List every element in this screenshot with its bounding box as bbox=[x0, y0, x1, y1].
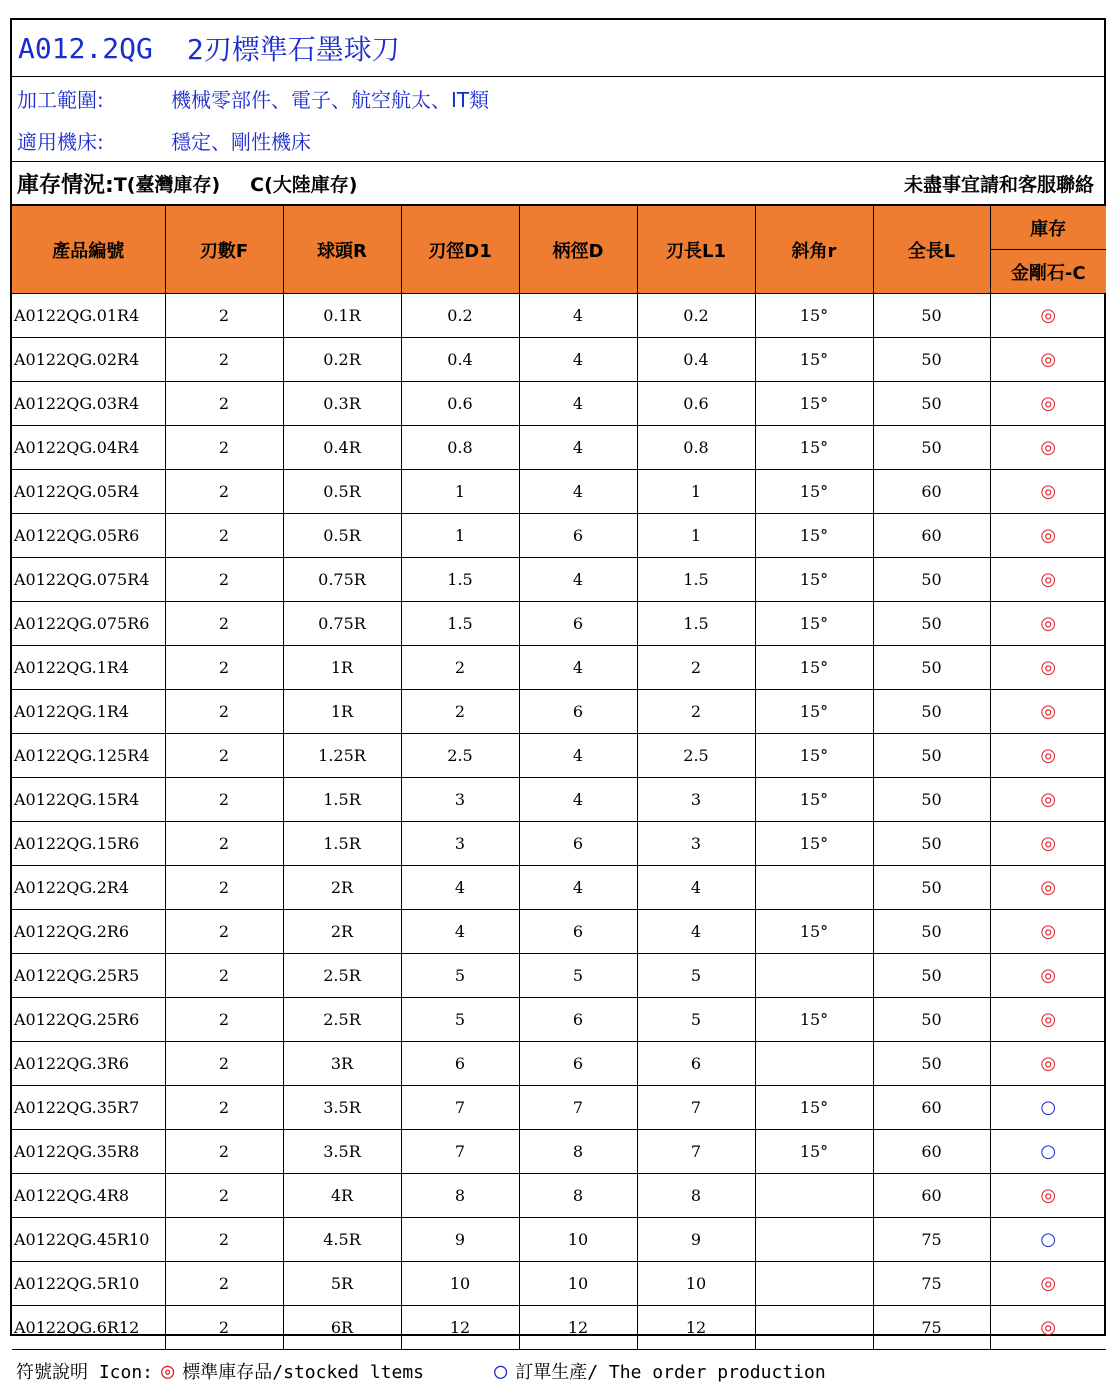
ball-radius-cell: 2R bbox=[283, 866, 401, 910]
stocked-status-icon: ◎ bbox=[1040, 481, 1057, 502]
shank-diameter-cell: 4 bbox=[519, 426, 637, 470]
cutting-diameter-cell: 7 bbox=[401, 1130, 519, 1174]
total-length-cell: 50 bbox=[873, 294, 990, 338]
angle-cell bbox=[755, 1306, 873, 1350]
header-cutting-diameter: 刃徑D1 bbox=[401, 206, 519, 294]
cutting-length-cell: 9 bbox=[637, 1218, 755, 1262]
product-code-cell: A0122QG.3R6 bbox=[12, 1042, 165, 1086]
cutting-diameter-cell: 0.4 bbox=[401, 338, 519, 382]
ball-radius-cell: 0.75R bbox=[283, 558, 401, 602]
cutting-diameter-cell: 7 bbox=[401, 1086, 519, 1130]
cutting-diameter-cell: 2 bbox=[401, 646, 519, 690]
stock-status-cell bbox=[990, 690, 1106, 734]
angle-cell bbox=[755, 1042, 873, 1086]
stocked-status-icon: ◎ bbox=[1040, 1273, 1057, 1294]
table-row bbox=[12, 514, 1106, 558]
stocked-status-icon: ◎ bbox=[1040, 657, 1057, 678]
cutting-length-cell: 2.5 bbox=[637, 734, 755, 778]
stock-status-cell bbox=[990, 382, 1106, 426]
cutting-length-cell: 3 bbox=[637, 778, 755, 822]
title-bar bbox=[12, 20, 1104, 77]
table-row bbox=[12, 1042, 1106, 1086]
legend-stocked-text: 標準庫存品/stocked ltems bbox=[182, 1362, 424, 1383]
cutting-diameter-cell: 1 bbox=[401, 514, 519, 558]
stock-status-cell bbox=[990, 1306, 1106, 1350]
stocked-status-icon: ◎ bbox=[1040, 1053, 1057, 1074]
product-code-cell: A0122QG.15R4 bbox=[12, 778, 165, 822]
flute-count-cell: 2 bbox=[165, 778, 283, 822]
stock-status-cell bbox=[990, 426, 1106, 470]
flute-count-cell: 2 bbox=[165, 1306, 283, 1350]
ball-radius-cell: 0.75R bbox=[283, 602, 401, 646]
ball-radius-cell: 4R bbox=[283, 1174, 401, 1218]
stock-mainland: C(大陸庫存) bbox=[250, 173, 358, 196]
cutting-diameter-cell: 6 bbox=[401, 1042, 519, 1086]
stock-heading: 庫存情況: bbox=[17, 172, 114, 198]
cutting-length-cell: 10 bbox=[637, 1262, 755, 1306]
product-code-cell: A0122QG.2R6 bbox=[12, 910, 165, 954]
cutting-length-cell: 1.5 bbox=[637, 602, 755, 646]
cutting-diameter-cell: 3 bbox=[401, 822, 519, 866]
ball-radius-cell: 3.5R bbox=[283, 1086, 401, 1130]
stocked-status-icon: ◎ bbox=[1040, 437, 1057, 458]
total-length-cell: 50 bbox=[873, 998, 990, 1042]
stock-status-cell bbox=[990, 1218, 1106, 1262]
stock-status-cell bbox=[990, 1130, 1106, 1174]
ball-radius-cell: 2.5R bbox=[283, 954, 401, 998]
table-row bbox=[12, 1306, 1106, 1350]
shank-diameter-cell: 4 bbox=[519, 866, 637, 910]
stock-status-cell bbox=[990, 910, 1106, 954]
flute-count-cell: 2 bbox=[165, 558, 283, 602]
ball-radius-cell: 3R bbox=[283, 1042, 401, 1086]
machine-value: 穩定、剛性機床 bbox=[171, 129, 311, 154]
ball-radius-cell: 1R bbox=[283, 690, 401, 734]
table-row bbox=[12, 910, 1106, 954]
shank-diameter-cell: 6 bbox=[519, 690, 637, 734]
angle-cell: 15° bbox=[755, 514, 873, 558]
stocked-status-icon: ◎ bbox=[1040, 701, 1057, 722]
cutting-diameter-cell: 12 bbox=[401, 1306, 519, 1350]
flute-count-cell: 2 bbox=[165, 1218, 283, 1262]
stock-status-cell bbox=[990, 1086, 1106, 1130]
table-row bbox=[12, 778, 1106, 822]
machining-range-row bbox=[12, 77, 1104, 119]
total-length-cell: 50 bbox=[873, 646, 990, 690]
total-length-cell: 75 bbox=[873, 1306, 990, 1350]
angle-cell: 15° bbox=[755, 338, 873, 382]
ball-radius-cell: 0.3R bbox=[283, 382, 401, 426]
table-row bbox=[12, 734, 1106, 778]
order-status-icon: ○ bbox=[1040, 1229, 1057, 1250]
flute-count-cell: 2 bbox=[165, 954, 283, 998]
product-code-cell: A0122QG.35R7 bbox=[12, 1086, 165, 1130]
total-length-cell: 75 bbox=[873, 1218, 990, 1262]
shank-diameter-cell: 4 bbox=[519, 646, 637, 690]
product-code-cell: A0122QG.35R8 bbox=[12, 1130, 165, 1174]
table-row bbox=[12, 426, 1106, 470]
table-row bbox=[12, 646, 1106, 690]
total-length-cell: 60 bbox=[873, 514, 990, 558]
ball-radius-cell: 0.2R bbox=[283, 338, 401, 382]
machining-range-value: 機械零部件、電子、航空航太、IT類 bbox=[171, 87, 490, 112]
stock-status-cell bbox=[990, 954, 1106, 998]
ball-radius-cell: 2.5R bbox=[283, 998, 401, 1042]
angle-cell: 15° bbox=[755, 910, 873, 954]
shank-diameter-cell: 4 bbox=[519, 778, 637, 822]
total-length-cell: 50 bbox=[873, 954, 990, 998]
total-length-cell: 50 bbox=[873, 734, 990, 778]
stocked-status-icon: ◎ bbox=[1040, 1009, 1057, 1030]
table-row bbox=[12, 558, 1106, 602]
angle-cell: 15° bbox=[755, 822, 873, 866]
header-stock-diamond: 金剛石-C bbox=[990, 250, 1106, 294]
angle-cell: 15° bbox=[755, 558, 873, 602]
shank-diameter-cell: 10 bbox=[519, 1262, 637, 1306]
angle-cell bbox=[755, 1174, 873, 1218]
total-length-cell: 50 bbox=[873, 690, 990, 734]
stock-status-cell bbox=[990, 338, 1106, 382]
product-code-cell: A0122QG.125R4 bbox=[12, 734, 165, 778]
angle-cell bbox=[755, 1262, 873, 1306]
stock-status-cell bbox=[990, 558, 1106, 602]
ball-radius-cell: 4.5R bbox=[283, 1218, 401, 1262]
cutting-diameter-cell: 0.6 bbox=[401, 382, 519, 426]
cutting-diameter-cell: 2 bbox=[401, 690, 519, 734]
angle-cell: 15° bbox=[755, 1086, 873, 1130]
product-code-cell: A0122QG.5R10 bbox=[12, 1262, 165, 1306]
table-row bbox=[12, 1262, 1106, 1306]
legend-order-text: 訂單生產/ The order production bbox=[515, 1362, 826, 1383]
product-table-body bbox=[12, 294, 1106, 1350]
stock-status-cell bbox=[990, 294, 1106, 338]
cutting-length-cell: 8 bbox=[637, 1174, 755, 1218]
angle-cell: 15° bbox=[755, 382, 873, 426]
product-code-cell: A0122QG.4R8 bbox=[12, 1174, 165, 1218]
flute-count-cell: 2 bbox=[165, 426, 283, 470]
cutting-diameter-cell: 3 bbox=[401, 778, 519, 822]
ball-radius-cell: 1.5R bbox=[283, 778, 401, 822]
product-code-cell: A0122QG.25R5 bbox=[12, 954, 165, 998]
cutting-diameter-cell: 9 bbox=[401, 1218, 519, 1262]
cutting-length-cell: 3 bbox=[637, 822, 755, 866]
angle-cell: 15° bbox=[755, 646, 873, 690]
legend-prefix: 符號說明 Icon: bbox=[16, 1362, 154, 1383]
total-length-cell: 50 bbox=[873, 382, 990, 426]
angle-cell: 15° bbox=[755, 998, 873, 1042]
cutting-length-cell: 12 bbox=[637, 1306, 755, 1350]
cutting-length-cell: 1.5 bbox=[637, 558, 755, 602]
table-row bbox=[12, 690, 1106, 734]
flute-count-cell: 2 bbox=[165, 822, 283, 866]
angle-cell: 15° bbox=[755, 734, 873, 778]
total-length-cell: 50 bbox=[873, 338, 990, 382]
table-row bbox=[12, 1174, 1106, 1218]
cutting-length-cell: 6 bbox=[637, 1042, 755, 1086]
stocked-status-icon: ◎ bbox=[1040, 349, 1057, 370]
machine-label: 適用機床: bbox=[17, 129, 104, 154]
header-cutting-length: 刃長L1 bbox=[637, 206, 755, 294]
stock-status-cell bbox=[990, 1042, 1106, 1086]
flute-count-cell: 2 bbox=[165, 1042, 283, 1086]
ball-radius-cell: 5R bbox=[283, 1262, 401, 1306]
stocked-status-icon: ◎ bbox=[1040, 525, 1057, 546]
table-row bbox=[12, 602, 1106, 646]
table-row bbox=[12, 1218, 1106, 1262]
ball-radius-cell: 1R bbox=[283, 646, 401, 690]
cutting-length-cell: 4 bbox=[637, 910, 755, 954]
stock-status-cell bbox=[990, 778, 1106, 822]
total-length-cell: 50 bbox=[873, 778, 990, 822]
table-row bbox=[12, 1086, 1106, 1130]
cutting-diameter-cell: 0.2 bbox=[401, 294, 519, 338]
flute-count-cell: 2 bbox=[165, 1086, 283, 1130]
angle-cell: 15° bbox=[755, 602, 873, 646]
ball-radius-cell: 1.25R bbox=[283, 734, 401, 778]
shank-diameter-cell: 12 bbox=[519, 1306, 637, 1350]
stock-status-cell bbox=[990, 602, 1106, 646]
total-length-cell: 50 bbox=[873, 822, 990, 866]
flute-count-cell: 2 bbox=[165, 470, 283, 514]
angle-cell: 15° bbox=[755, 470, 873, 514]
product-code-cell: A0122QG.1R4 bbox=[12, 690, 165, 734]
product-table bbox=[12, 205, 1106, 1350]
customer-service-note: 未盡事宜請和客服聯絡 bbox=[903, 173, 1094, 196]
angle-cell bbox=[755, 954, 873, 998]
cutting-diameter-cell: 8 bbox=[401, 1174, 519, 1218]
table-row bbox=[12, 338, 1106, 382]
stocked-status-icon: ◎ bbox=[1040, 789, 1057, 810]
stock-status-cell bbox=[990, 734, 1106, 778]
total-length-cell: 50 bbox=[873, 558, 990, 602]
stock-status-cell bbox=[990, 646, 1106, 690]
cutting-diameter-cell: 2.5 bbox=[401, 734, 519, 778]
ball-radius-cell: 0.5R bbox=[283, 470, 401, 514]
product-code-cell: A0122QG.2R4 bbox=[12, 866, 165, 910]
cutting-length-cell: 5 bbox=[637, 954, 755, 998]
header-flutes: 刃數F bbox=[165, 206, 283, 294]
total-length-cell: 60 bbox=[873, 1174, 990, 1218]
shank-diameter-cell: 10 bbox=[519, 1218, 637, 1262]
product-code-cell: A0122QG.02R4 bbox=[12, 338, 165, 382]
table-row bbox=[12, 822, 1106, 866]
stocked-status-icon: ◎ bbox=[1040, 745, 1057, 766]
cutting-length-cell: 2 bbox=[637, 690, 755, 734]
table-row bbox=[12, 382, 1106, 426]
order-status-icon: ○ bbox=[1040, 1097, 1057, 1118]
shank-diameter-cell: 8 bbox=[519, 1174, 637, 1218]
product-series-code: A012.2QG bbox=[18, 31, 153, 65]
stock-info-row bbox=[12, 162, 1104, 205]
cutting-diameter-cell: 1 bbox=[401, 470, 519, 514]
product-sheet bbox=[10, 18, 1106, 1384]
table-row bbox=[12, 470, 1106, 514]
cutting-diameter-cell: 4 bbox=[401, 910, 519, 954]
cutting-diameter-cell: 10 bbox=[401, 1262, 519, 1306]
stocked-status-icon: ◎ bbox=[1040, 393, 1057, 414]
flute-count-cell: 2 bbox=[165, 910, 283, 954]
header-angle: 斜角r bbox=[755, 206, 873, 294]
total-length-cell: 60 bbox=[873, 1086, 990, 1130]
cutting-diameter-cell: 1.5 bbox=[401, 558, 519, 602]
table-row bbox=[12, 954, 1106, 998]
cutting-length-cell: 4 bbox=[637, 866, 755, 910]
shank-diameter-cell: 4 bbox=[519, 294, 637, 338]
product-code-cell: A0122QG.05R6 bbox=[12, 514, 165, 558]
cutting-diameter-cell: 1.5 bbox=[401, 602, 519, 646]
legend bbox=[12, 1350, 1104, 1392]
order-status-icon: ○ bbox=[1040, 1141, 1057, 1162]
ball-radius-cell: 0.1R bbox=[283, 294, 401, 338]
machine-row bbox=[12, 119, 1104, 162]
shank-diameter-cell: 4 bbox=[519, 470, 637, 514]
flute-count-cell: 2 bbox=[165, 998, 283, 1042]
product-code-cell: A0122QG.03R4 bbox=[12, 382, 165, 426]
flute-count-cell: 2 bbox=[165, 1262, 283, 1306]
angle-cell bbox=[755, 1218, 873, 1262]
cutting-length-cell: 1 bbox=[637, 514, 755, 558]
shank-diameter-cell: 6 bbox=[519, 602, 637, 646]
stock-status-cell bbox=[990, 866, 1106, 910]
product-code-cell: A0122QG.1R4 bbox=[12, 646, 165, 690]
angle-cell: 15° bbox=[755, 294, 873, 338]
header-total-length: 全長L bbox=[873, 206, 990, 294]
header-shank-diameter: 柄徑D bbox=[519, 206, 637, 294]
flute-count-cell: 2 bbox=[165, 734, 283, 778]
shank-diameter-cell: 4 bbox=[519, 734, 637, 778]
ball-radius-cell: 0.4R bbox=[283, 426, 401, 470]
stock-status-cell bbox=[990, 822, 1106, 866]
machining-range-label: 加工範圍: bbox=[17, 87, 104, 112]
product-code-cell: A0122QG.05R4 bbox=[12, 470, 165, 514]
cutting-diameter-cell: 5 bbox=[401, 998, 519, 1042]
stocked-status-icon: ◎ bbox=[1040, 613, 1057, 634]
total-length-cell: 50 bbox=[873, 602, 990, 646]
shank-diameter-cell: 4 bbox=[519, 338, 637, 382]
product-code-cell: A0122QG.25R6 bbox=[12, 998, 165, 1042]
total-length-cell: 50 bbox=[873, 866, 990, 910]
stocked-status-icon: ◎ bbox=[1040, 965, 1057, 986]
shank-diameter-cell: 8 bbox=[519, 1130, 637, 1174]
total-length-cell: 50 bbox=[873, 426, 990, 470]
cutting-diameter-cell: 0.8 bbox=[401, 426, 519, 470]
stock-status-cell bbox=[990, 514, 1106, 558]
stocked-symbol-icon: ◎ bbox=[161, 1358, 175, 1384]
product-series-name: 2刃標準石墨球刀 bbox=[186, 33, 400, 66]
header-stock: 庫存 bbox=[990, 206, 1106, 250]
flute-count-cell: 2 bbox=[165, 338, 283, 382]
total-length-cell: 60 bbox=[873, 470, 990, 514]
header-code: 產品編號 bbox=[12, 206, 165, 294]
cutting-diameter-cell: 4 bbox=[401, 866, 519, 910]
cutting-length-cell: 5 bbox=[637, 998, 755, 1042]
stocked-status-icon: ◎ bbox=[1040, 305, 1057, 326]
stock-status-cell bbox=[990, 1174, 1106, 1218]
ball-radius-cell: 3.5R bbox=[283, 1130, 401, 1174]
flute-count-cell: 2 bbox=[165, 514, 283, 558]
flute-count-cell: 2 bbox=[165, 1130, 283, 1174]
flute-count-cell: 2 bbox=[165, 866, 283, 910]
stocked-status-icon: ◎ bbox=[1040, 833, 1057, 854]
stock-status-cell bbox=[990, 998, 1106, 1042]
ball-radius-cell: 6R bbox=[283, 1306, 401, 1350]
header-ball-radius: 球頭R bbox=[283, 206, 401, 294]
angle-cell: 15° bbox=[755, 426, 873, 470]
table-row bbox=[12, 294, 1106, 338]
order-symbol-icon: ○ bbox=[494, 1358, 508, 1384]
product-code-cell: A0122QG.075R4 bbox=[12, 558, 165, 602]
angle-cell: 15° bbox=[755, 778, 873, 822]
cutting-length-cell: 2 bbox=[637, 646, 755, 690]
cutting-length-cell: 1 bbox=[637, 470, 755, 514]
cutting-length-cell: 0.4 bbox=[637, 338, 755, 382]
flute-count-cell: 2 bbox=[165, 1174, 283, 1218]
product-code-cell: A0122QG.075R6 bbox=[12, 602, 165, 646]
shank-diameter-cell: 6 bbox=[519, 822, 637, 866]
shank-diameter-cell: 4 bbox=[519, 382, 637, 426]
shank-diameter-cell: 6 bbox=[519, 1042, 637, 1086]
product-code-cell: A0122QG.6R12 bbox=[12, 1306, 165, 1350]
total-length-cell: 60 bbox=[873, 1130, 990, 1174]
stocked-status-icon: ◎ bbox=[1040, 921, 1057, 942]
total-length-cell: 75 bbox=[873, 1262, 990, 1306]
cutting-length-cell: 7 bbox=[637, 1130, 755, 1174]
angle-cell: 15° bbox=[755, 690, 873, 734]
shank-diameter-cell: 6 bbox=[519, 910, 637, 954]
cutting-length-cell: 7 bbox=[637, 1086, 755, 1130]
product-code-cell: A0122QG.15R6 bbox=[12, 822, 165, 866]
stocked-status-icon: ◎ bbox=[1040, 1317, 1057, 1338]
total-length-cell: 50 bbox=[873, 910, 990, 954]
ball-radius-cell: 0.5R bbox=[283, 514, 401, 558]
product-code-cell: A0122QG.04R4 bbox=[12, 426, 165, 470]
table-row bbox=[12, 866, 1106, 910]
stock-taiwan: T(臺灣庫存) bbox=[113, 173, 221, 196]
shank-diameter-cell: 7 bbox=[519, 1086, 637, 1130]
cutting-length-cell: 0.8 bbox=[637, 426, 755, 470]
ball-radius-cell: 2R bbox=[283, 910, 401, 954]
product-code-cell: A0122QG.45R10 bbox=[12, 1218, 165, 1262]
flute-count-cell: 2 bbox=[165, 646, 283, 690]
flute-count-cell: 2 bbox=[165, 294, 283, 338]
flute-count-cell: 2 bbox=[165, 382, 283, 426]
table-row bbox=[12, 998, 1106, 1042]
ball-radius-cell: 1.5R bbox=[283, 822, 401, 866]
angle-cell bbox=[755, 866, 873, 910]
product-code-cell: A0122QG.01R4 bbox=[12, 294, 165, 338]
cutting-length-cell: 0.2 bbox=[637, 294, 755, 338]
cutting-length-cell: 0.6 bbox=[637, 382, 755, 426]
stocked-status-icon: ◎ bbox=[1040, 569, 1057, 590]
flute-count-cell: 2 bbox=[165, 690, 283, 734]
shank-diameter-cell: 5 bbox=[519, 954, 637, 998]
stock-status-cell bbox=[990, 470, 1106, 514]
shank-diameter-cell: 6 bbox=[519, 998, 637, 1042]
cutting-diameter-cell: 5 bbox=[401, 954, 519, 998]
table-row bbox=[12, 1130, 1106, 1174]
stocked-status-icon: ◎ bbox=[1040, 1185, 1057, 1206]
stocked-status-icon: ◎ bbox=[1040, 877, 1057, 898]
shank-diameter-cell: 6 bbox=[519, 514, 637, 558]
total-length-cell: 50 bbox=[873, 1042, 990, 1086]
flute-count-cell: 2 bbox=[165, 602, 283, 646]
stock-status-cell bbox=[990, 1262, 1106, 1306]
angle-cell: 15° bbox=[755, 1130, 873, 1174]
shank-diameter-cell: 4 bbox=[519, 558, 637, 602]
